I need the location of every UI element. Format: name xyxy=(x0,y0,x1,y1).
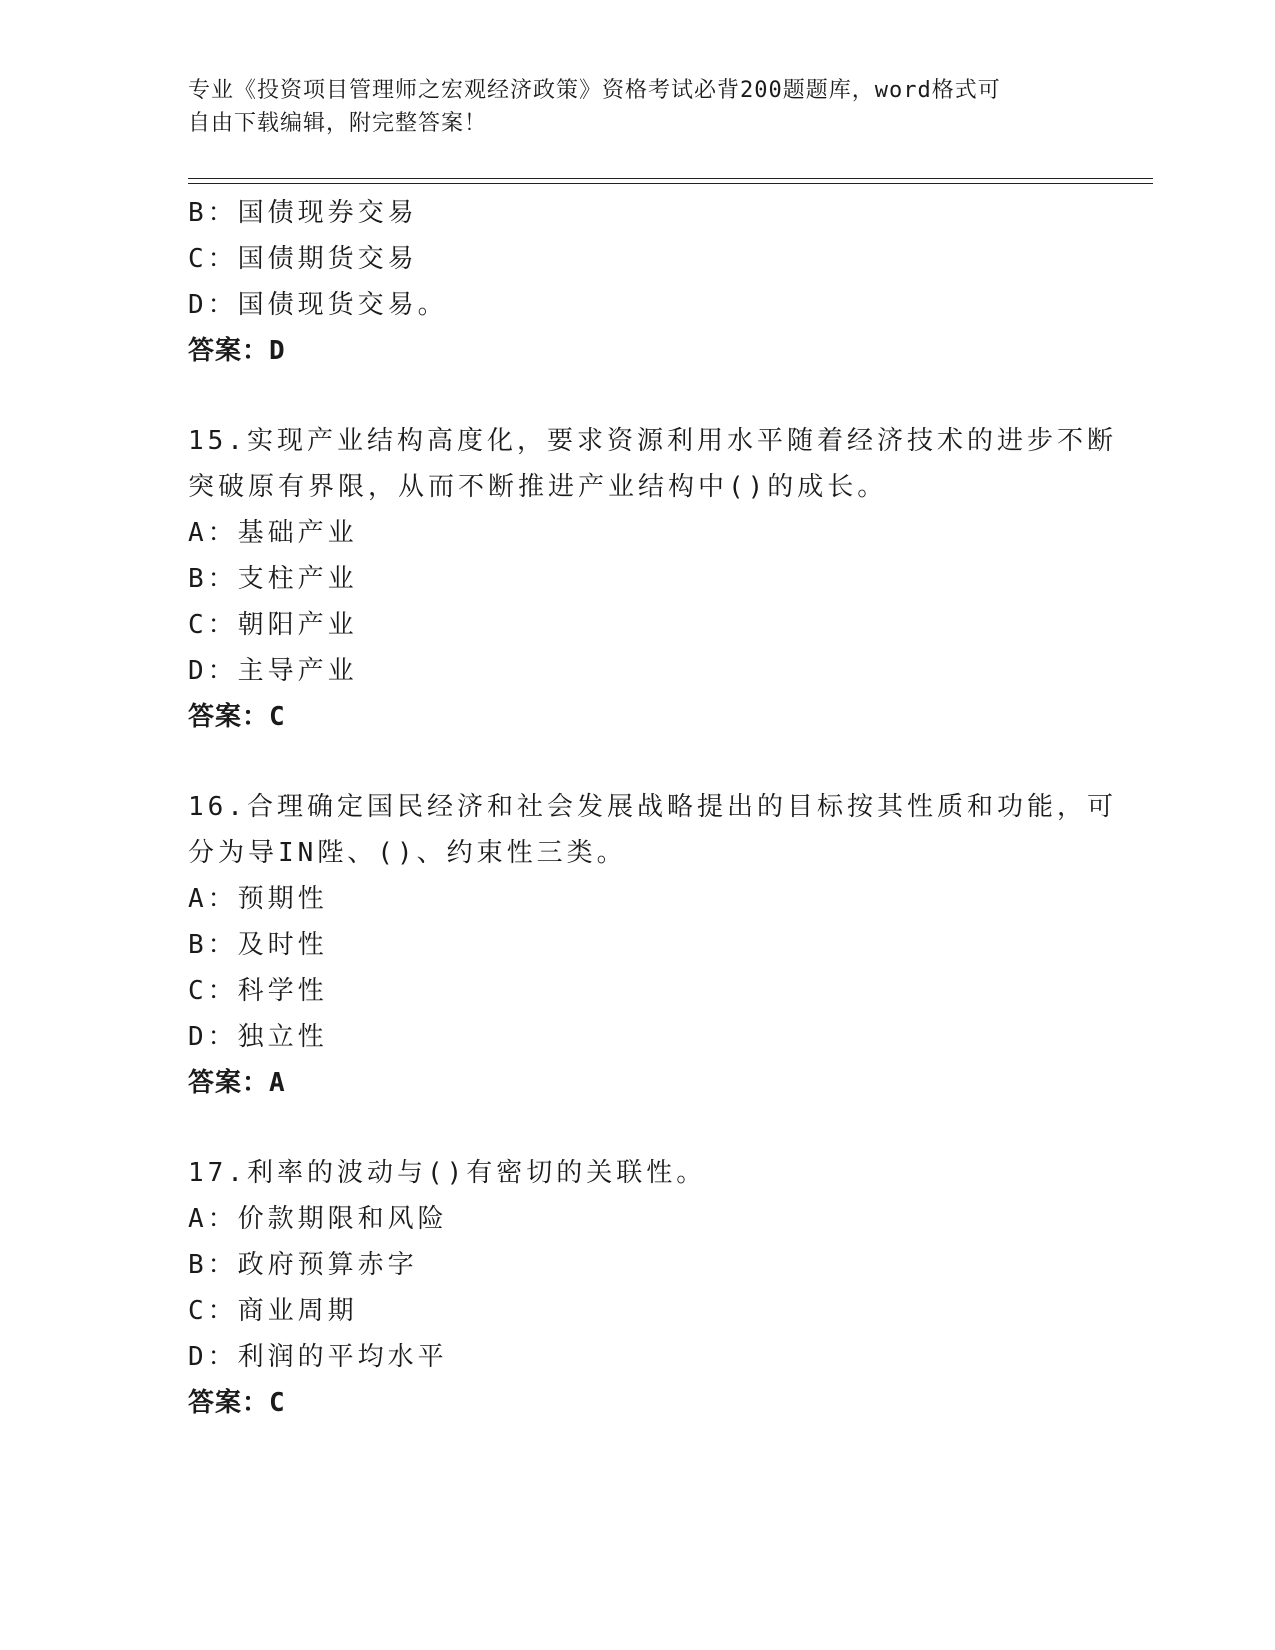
answer-value: A xyxy=(269,1068,286,1098)
answer-label: 答案： xyxy=(188,702,270,732)
document-header xyxy=(188,74,1088,140)
answer-line xyxy=(188,328,1088,374)
option-a: A：预期性 xyxy=(188,884,328,914)
header-divider-bottom xyxy=(188,183,1153,184)
option-d: D：独立性 xyxy=(188,1022,328,1052)
option-c: C：科学性 xyxy=(188,976,328,1006)
answer-line xyxy=(188,1060,1088,1106)
header-line-1: 专业《投资项目管理师之宏观经济政策》资格考试必背200题题库，word格式可 xyxy=(188,78,1001,103)
answer-value: C xyxy=(269,1388,286,1418)
question-list xyxy=(188,190,1117,1426)
option-a: A：价款期限和风险 xyxy=(188,1204,448,1234)
option-b: B：及时性 xyxy=(188,930,328,960)
answer-label: 答案： xyxy=(188,336,270,366)
option-d: D：国债现货交易。 xyxy=(188,290,448,320)
question-14-tail xyxy=(188,190,1088,374)
header-divider-top xyxy=(188,178,1153,179)
header-line-2: 自由下载编辑，附完整答案！ xyxy=(188,111,488,136)
answer-line xyxy=(188,1380,1088,1426)
answer-value: D xyxy=(269,336,286,366)
question-stem-line-1: 16.合理确定国民经济和社会发展战略提出的目标按其性质和功能，可 xyxy=(188,792,1117,822)
option-d: D：主导产业 xyxy=(188,656,358,686)
option-c: C：商业周期 xyxy=(188,1296,358,1326)
option-b: B：支柱产业 xyxy=(188,564,358,594)
question-stem-line-2: 突破原有界限，从而不断推进产业结构中()的成长。 xyxy=(188,472,888,502)
option-b: B：政府预算赤字 xyxy=(188,1250,418,1280)
question-stem-line-2: 分为导IN陛、()、约束性三类。 xyxy=(188,838,627,868)
question-stem-line-1: 17.利率的波动与()有密切的关联性。 xyxy=(188,1158,707,1188)
question-15 xyxy=(188,418,1117,740)
option-d: D：利润的平均水平 xyxy=(188,1342,448,1372)
answer-label: 答案： xyxy=(188,1388,270,1418)
question-17 xyxy=(188,1150,1088,1426)
option-c: C：朝阳产业 xyxy=(188,610,358,640)
answer-line xyxy=(188,694,1088,740)
option-a: A：基础产业 xyxy=(188,518,358,548)
answer-label: 答案： xyxy=(188,1068,270,1098)
option-c: C：国债期货交易 xyxy=(188,244,418,274)
question-stem-line-1: 15.实现产业结构高度化，要求资源利用水平随着经济技术的进步不断 xyxy=(188,426,1117,456)
answer-value: C xyxy=(269,702,286,732)
question-16 xyxy=(188,784,1117,1106)
option-b: B：国债现券交易 xyxy=(188,198,418,228)
